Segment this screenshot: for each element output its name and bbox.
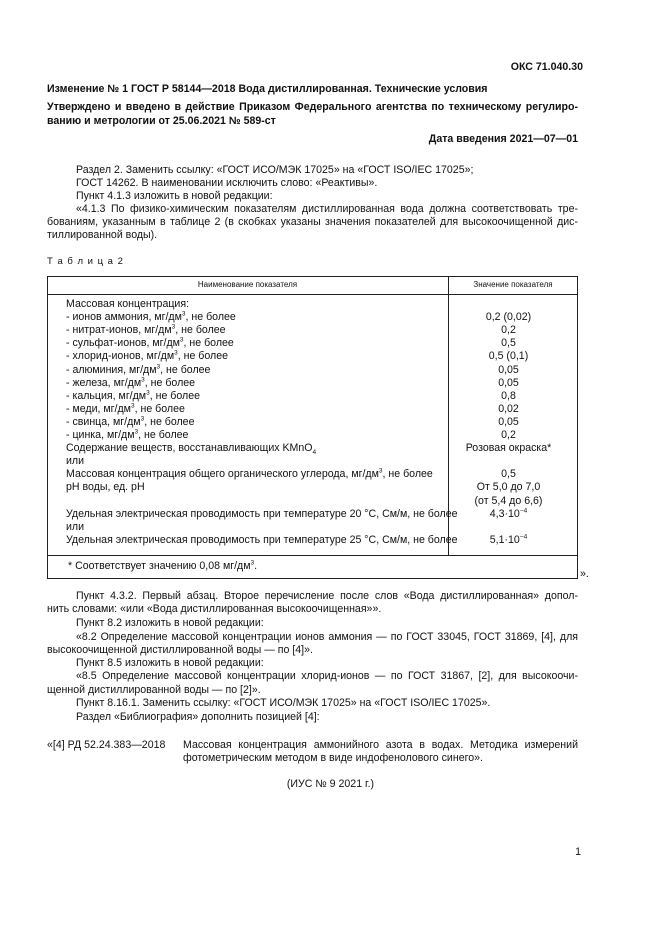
table-row-name: или [66, 455, 85, 467]
table-caption: Т а б л и ц а 2 [47, 256, 124, 267]
document-title: Изменение № 1 ГОСТ Р 58144—2018 Вода дистиллированная. Технические условия [47, 83, 488, 95]
intro-paragraph-1: Раздел 2. Заменить ссылку: «ГОСТ ИСО/МЭК 17025» на «ГОСТ ISO/IEC 17025»; [76, 164, 474, 176]
table-row-value: 0,2 [501, 429, 516, 441]
amendment-8-5-text-line-2: щенной дистиллированной воды — по [2]». [47, 684, 261, 696]
table-row-value: (от 5,4 до 6,6) [474, 495, 543, 507]
amendment-bibliography: Раздел «Библиография» дополнить позицией [4]: [76, 711, 320, 723]
table-row-value: 0,2 [501, 324, 516, 336]
table-row-name: - нитрат-ионов, $мг/дм^3$, не более [66, 323, 226, 336]
table-row-value: $5,1\cdot 10^{-4}$ [489, 533, 528, 546]
table-row-name: pH воды, ед. pH [66, 481, 145, 493]
table-row-name: Удельная электрическая проводимость при температуре 25 °С, См/м, не более [66, 534, 458, 546]
bibliography-ref: «[4] РД 52.24.383—2018 [47, 739, 166, 751]
amendment-4-3-2-line-2: нить словами: «или «Вода дистиллированная высокоочищенная»». [47, 603, 382, 615]
table-header-divider [47, 294, 578, 295]
table-row-name: - кальция, $мг/дм^3$, не более [66, 389, 200, 402]
amendment-8-16-1: Пункт 8.16.1. Заменить ссылку: «ГОСТ ИСО/МЭК 17025» на «ГОСТ ISO/IEC 17025». [76, 697, 491, 709]
oks-code: ОКС 71.040.30 [510, 61, 583, 73]
table-row-name: Массовая концентрация общего органического углерода, $мг/дм^3$, не более [66, 467, 433, 480]
table-row-name: - хлорид-ионов, $мг/дм^3$, не более [66, 349, 228, 362]
table-row-value: От 5,0 до 7,0 [476, 481, 541, 493]
amendment-8-2-text-line-1: «8.2 Определение массовой концентрации ионов аммония — по ГОСТ 33045, ГОСТ 31869, [4], для [76, 631, 578, 643]
table-footnote-divider [47, 555, 578, 556]
table-row-name: - железа, $мг/дм^3$, не более [66, 376, 196, 389]
table-row-name: - цинка, $мг/дм^3$, не более [66, 428, 189, 441]
table-header-name: Наименование показателя [197, 280, 298, 289]
intro-paragraph-2: ГОСТ 14262. В наименовании исключить слово: «Реактивы». [76, 177, 378, 189]
table-row-value: 0,2 (0,02) [485, 311, 532, 323]
table-row-value: $4,3\cdot 10^{-4}$ [489, 507, 528, 520]
amendment-8-2-text-line-2: высокоочищенной дистиллированной воды — по [4]». [47, 644, 313, 656]
intro-paragraph-3: Пункт 4.1.3 изложить в новой редакции: [76, 190, 273, 202]
table-row-value: 0,05 [498, 364, 519, 376]
table-row-value: 0,5 [501, 337, 516, 349]
table-header-value: Значение показателя [473, 280, 553, 289]
source-reference: (ИУС № 9 2021 г.) [286, 778, 375, 790]
table-footnote: * Соответствует значению 0,08 $мг/дм^3$. [68, 559, 258, 572]
approval-line-2: ванию и метрологии от 25.06.2021 № 589-ст [47, 115, 276, 127]
table-row-value: 0,02 [498, 403, 519, 415]
amendment-8-2: Пункт 8.2 изложить в новой редакции: [76, 617, 264, 629]
table-row-value: 0,05 [498, 416, 519, 428]
bibliography-text-line-1: Массовая концентрация аммонийного азота в водах. Методика измерений [183, 739, 578, 751]
table-row-name: - свинца, $мг/дм^3$, не более [66, 415, 195, 428]
page-number: 1 [575, 846, 581, 858]
amendment-8-5-text-line-1: «8.5 Определение массовой концентрации хлорид-ионов — по ГОСТ 31867, [2], для высокоочи- [76, 670, 578, 682]
table-row-name: Удельная электрическая проводимость при температуре 20 °С, См/м, не более [66, 508, 458, 520]
quote-closing: ». [580, 568, 589, 580]
intro-quote-line-1: «4.1.3 По физико-химическим показателям дистиллированная вода должна соответствовать тре- [76, 203, 578, 215]
table-row-name: - сульфат-ионов, $мг/дм^3$, не более [66, 336, 234, 349]
table-row-name: Содержание веществ, восстанавливающих KMnO$_4$ [66, 442, 317, 457]
intro-quote-line-3: тиллированной воды). [47, 229, 158, 241]
intro-quote-line-2: бованиям, указанным в таблице 2 (в скобках указаны значения показателей для высокоочищенной дис- [47, 216, 578, 228]
table-row-name: Массовая концентрация: [66, 298, 190, 310]
table-row-value: Розовая окраска* [465, 442, 552, 454]
amendment-4-3-2-line-1: Пункт 4.3.2. Первый абзац. Второе перечисление после слов «Вода дистиллированная» допол- [76, 590, 578, 602]
table-row-name: или [66, 521, 85, 533]
table-row-value: 0,05 [498, 377, 519, 389]
approval-line-1: Утверждено и введено в действие Приказом Федерального агентства по техническому регулиро- [47, 101, 578, 113]
amendment-8-5: Пункт 8.5 изложить в новой редакции: [76, 657, 264, 669]
table-row-value: 0,5 (0,1) [488, 350, 529, 362]
table-row-value: 0,8 [501, 390, 516, 402]
bibliography-text-line-2: фотометрическим методом в виде индофенолового синего». [183, 752, 483, 764]
table-row-name: - алюминия, $мг/дм^3$, не более [66, 363, 211, 376]
table-row-value: 0,5 [501, 468, 516, 480]
table-row-name: - ионов аммония, $мг/дм^3$, не более [66, 310, 236, 323]
effective-date: Дата введения 2021—07—01 [428, 133, 578, 145]
table-row-name: - меди, $мг/дм^3$, не более [66, 402, 185, 415]
